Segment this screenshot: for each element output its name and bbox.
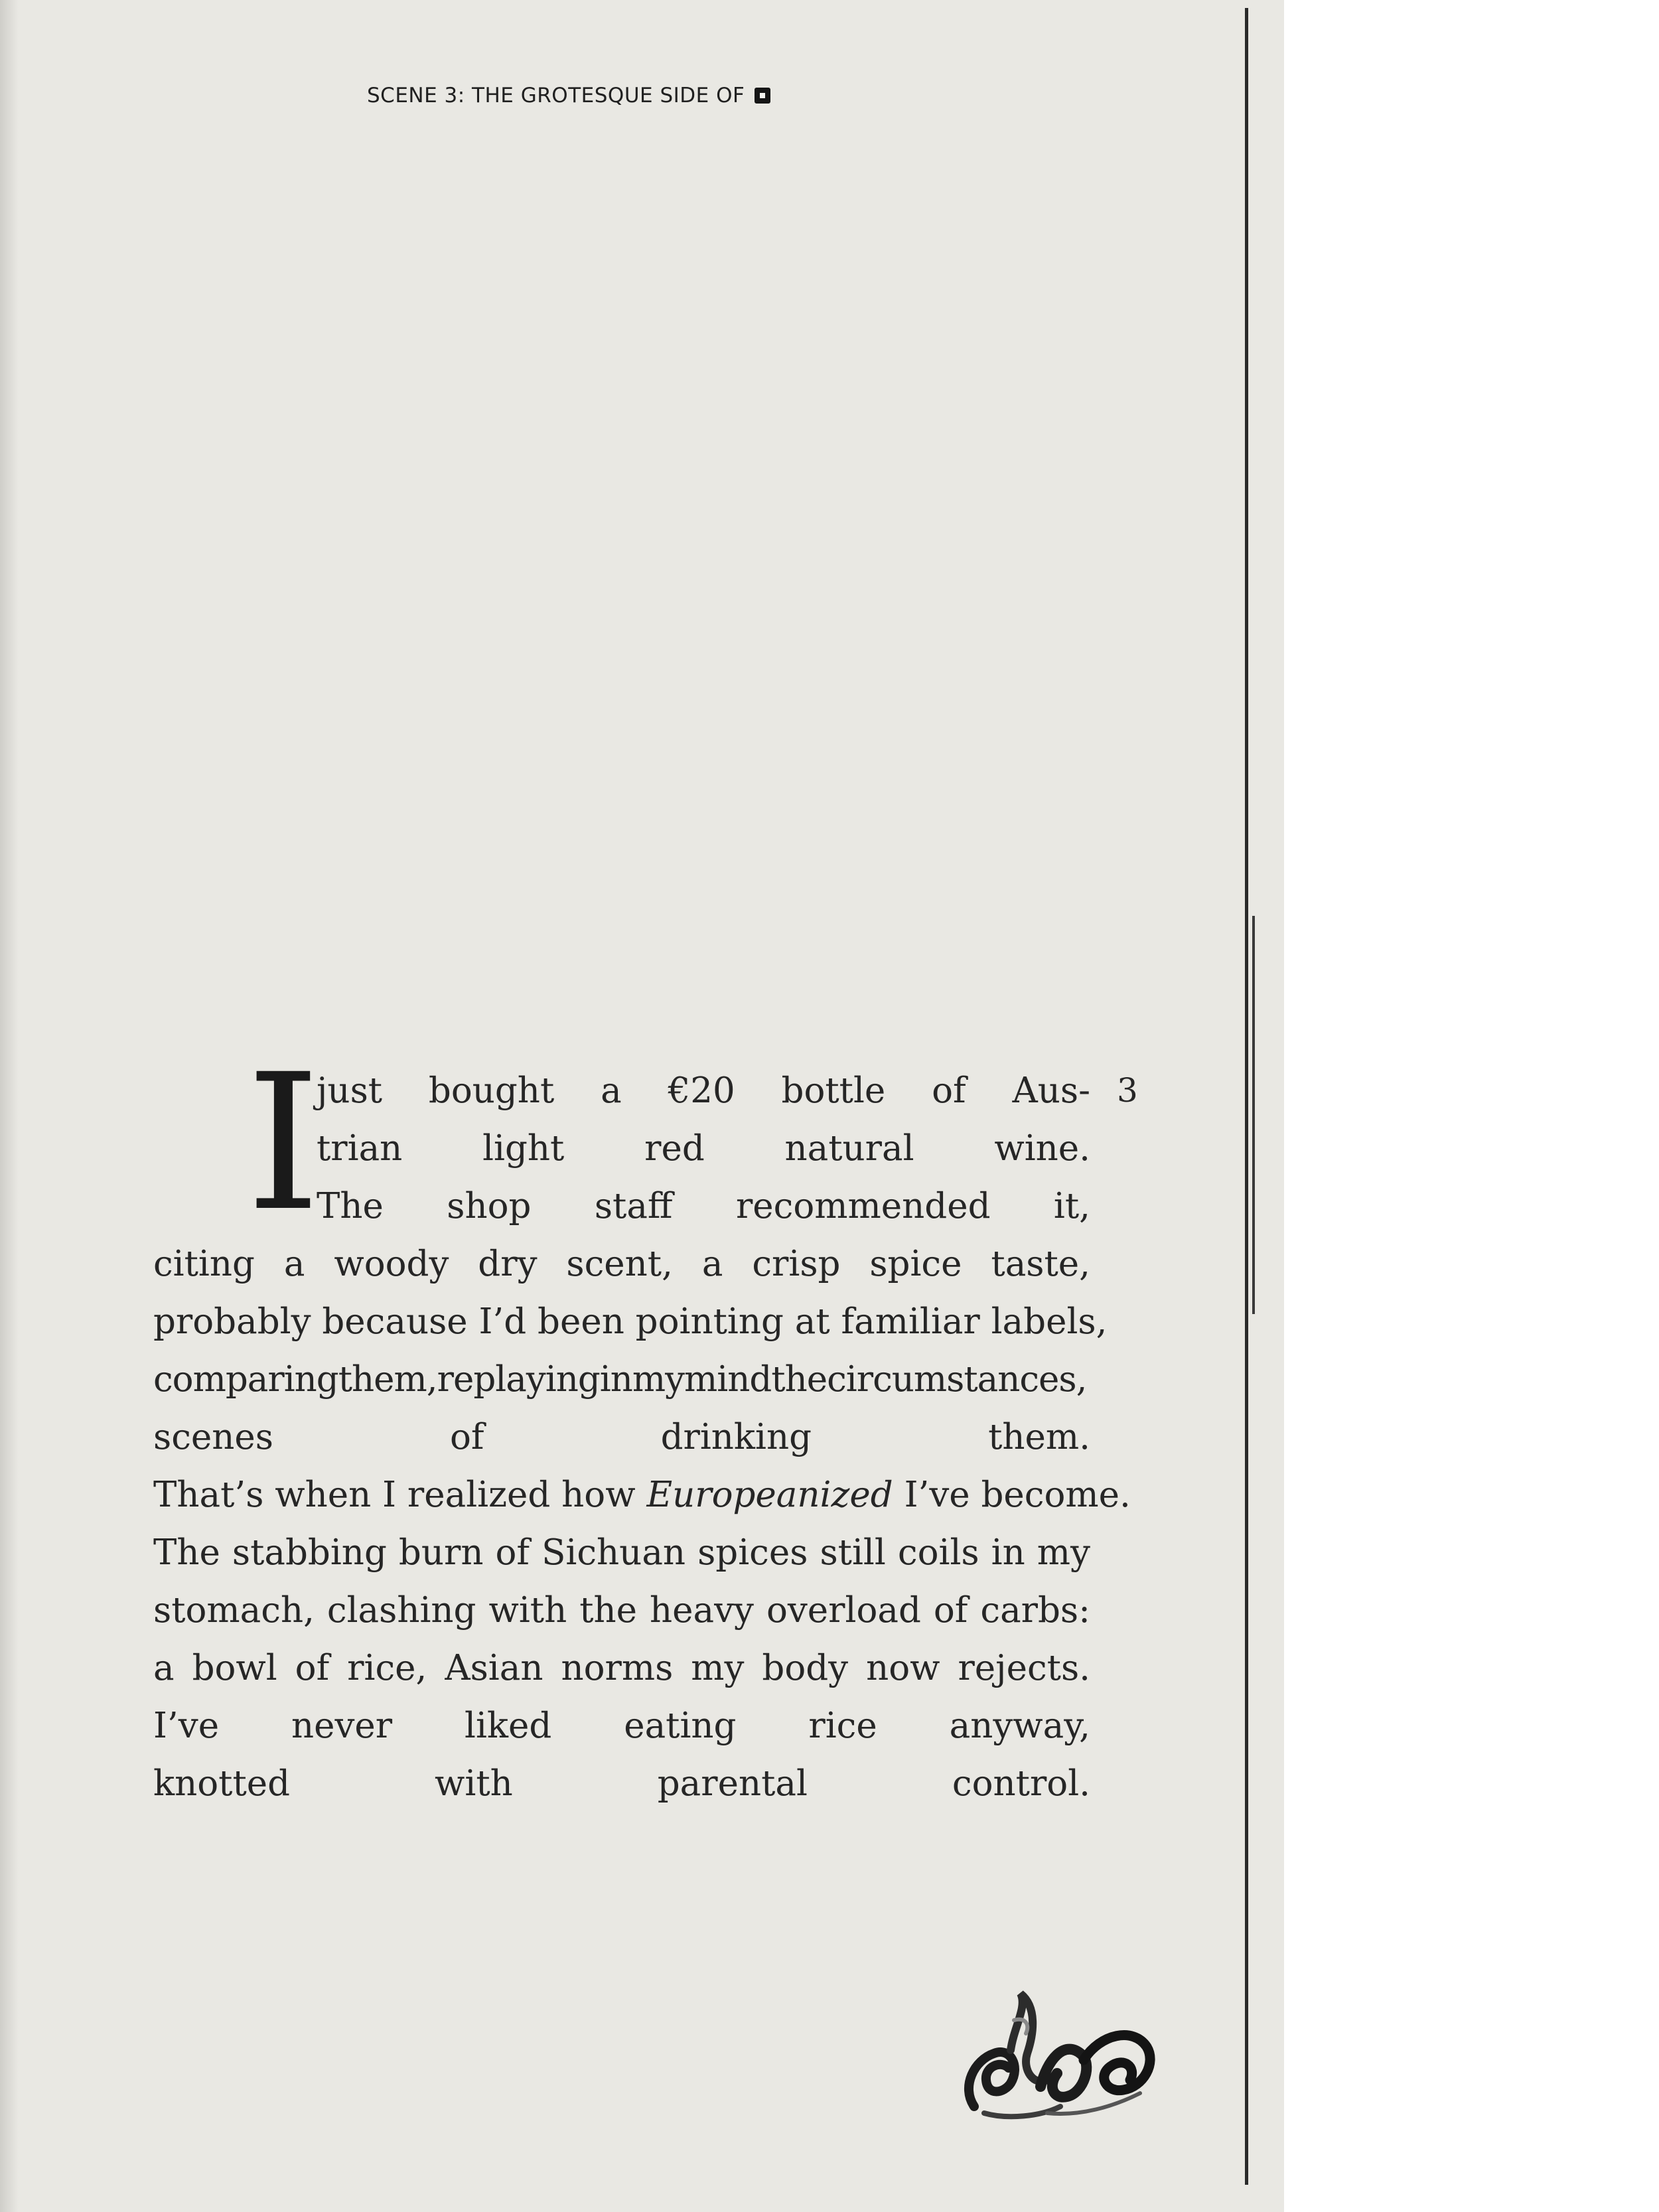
page-edge-inner	[1252, 916, 1255, 1314]
running-head-text: SCENE 3: THE GROTESQUE SIDE OF	[367, 84, 745, 108]
text-line: knotted with parental control.	[153, 1763, 1090, 1804]
text-line: trian light red natural wine.	[317, 1128, 1090, 1169]
text-line: stomach, clashing with the heavy overload of carbs:	[153, 1590, 1090, 1631]
text-line-with-emphasis	[153, 1466, 1131, 1524]
text-segment: I’ve become.	[904, 1475, 1131, 1515]
page-edge	[1245, 8, 1248, 2185]
body-paragraph	[153, 1062, 1131, 1812]
page-gutter-shadow	[0, 0, 19, 2212]
page-number: 3	[1117, 1071, 1138, 1110]
square-box-icon	[755, 88, 770, 104]
text-line: citing a woody dry scent, a crisp spice taste,	[153, 1244, 1090, 1284]
text-line: just bought a €20 bottle of Aus-	[317, 1070, 1090, 1111]
text-line: The stabbing burn of Sichuan spices still coils in my	[153, 1532, 1090, 1573]
text-line: The shop staff recommended it,	[317, 1186, 1090, 1226]
text-segment: That’s when I realized how	[153, 1475, 636, 1515]
text-line: a bowl of rice, Asian norms my body now rejects.	[153, 1648, 1090, 1688]
emphasis-word: Europeanized	[646, 1475, 893, 1515]
running-head	[367, 84, 770, 108]
drop-cap: I	[246, 1033, 321, 1252]
text-line: comparingthem,replayinginmymindthecircumstances,	[153, 1359, 1087, 1400]
text-line: probably because I’d been pointing at familiar labels,	[153, 1301, 1108, 1342]
ink-scribble-ornament	[948, 1980, 1160, 2126]
text-line: I’ve never liked eating rice anyway,	[153, 1706, 1090, 1746]
text-line: scenes of drinking them.	[153, 1417, 1090, 1457]
